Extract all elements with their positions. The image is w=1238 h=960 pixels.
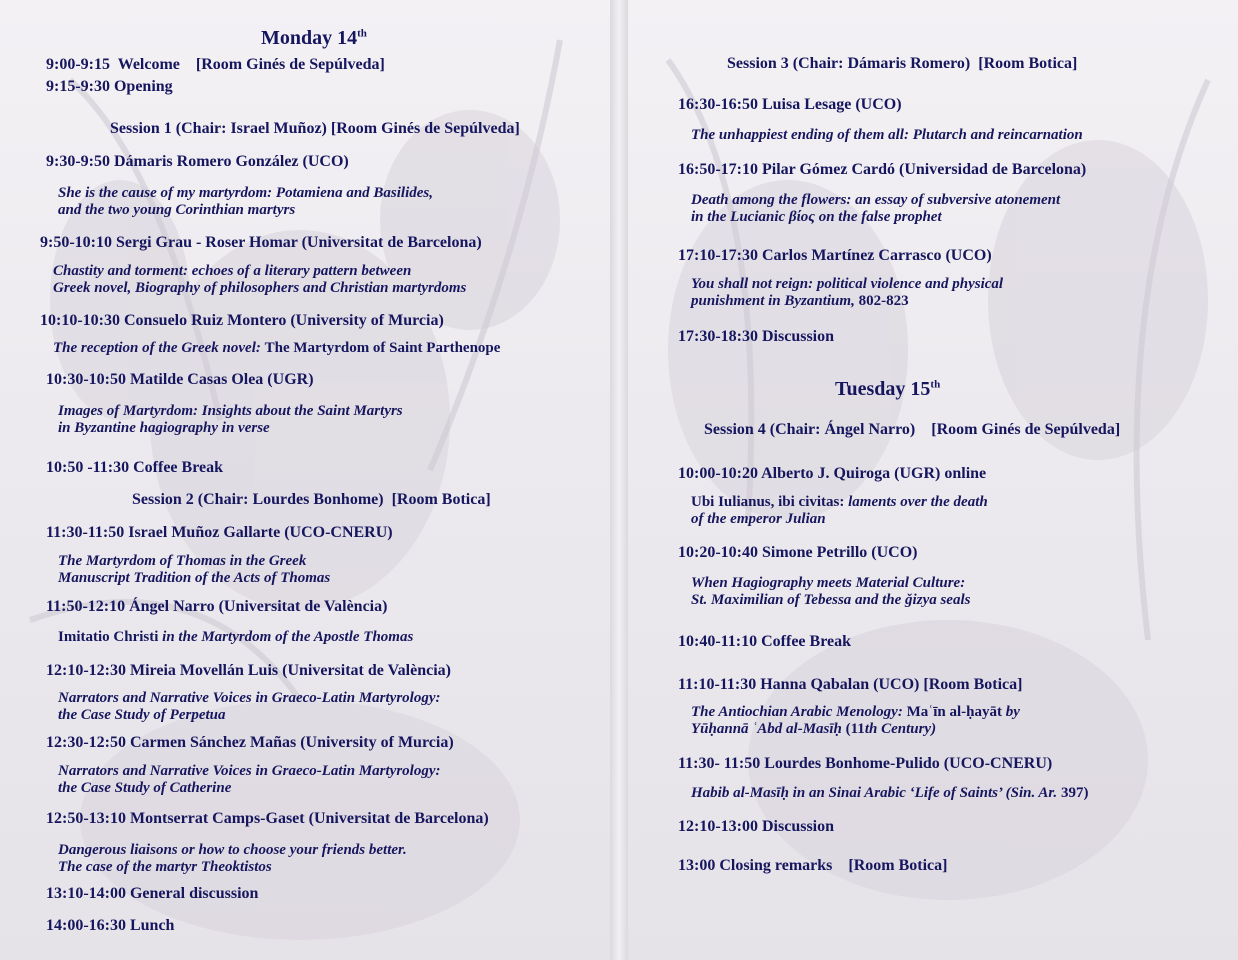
coffee-break-row: 10:40-11:10 Coffee Break [678, 633, 851, 650]
talk-title: The unhappiest ending of them all: Plutarch and reincarnation [691, 127, 1083, 143]
talk-speaker: 12:10-12:30 Mireia Movellán Luis (Universitat de València) [46, 662, 451, 679]
talk-speaker: 10:10-10:30 Consuelo Ruiz Montero (University of Murcia) [40, 312, 444, 329]
general-discussion-row: 13:10-14:00 General discussion [46, 885, 259, 902]
talk-speaker: 17:10-17:30 Carlos Martínez Carrasco (UCO) [678, 247, 992, 264]
talk-title: Narrators and Narrative Voices in Graeco-Latin Martyrology: the Case Study of Catherine [58, 763, 441, 796]
talk-title: When Hagiography meets Material Culture: St. Maximilian of Tebessa and the ǧizya seals [691, 575, 971, 608]
talk-title: Imitatio Christi in the Martyrdom of the Apostle Thomas [58, 629, 414, 645]
session1-heading: Session 1 (Chair: Israel Muñoz) [Room Ginés de Sepúlveda] [110, 120, 520, 137]
talk-title: Chastity and torment: echoes of a literary pattern between Greek novel, Biography of philosophers and Christian martyrdoms [53, 263, 467, 296]
discussion-row: 12:10-13:00 Discussion [678, 818, 835, 835]
monday-heading: Monday 14th [261, 27, 367, 49]
opening-row: 9:15-9:30 Opening [46, 78, 173, 95]
talk-title: Habib al-Masīḥ in an Sinai Arabic ‘Life of Saints’ (Sin. Ar. 397) [691, 785, 1089, 801]
talk-speaker: 16:30-16:50 Luisa Lesage (UCO) [678, 96, 902, 113]
right-page [628, 0, 1238, 960]
talk-title: Ubi Iulianus, ibi civitas: laments over the death of the emperor Julian [691, 494, 988, 527]
talk-speaker: 12:30-12:50 Carmen Sánchez Mañas (University of Murcia) [46, 734, 454, 751]
closing-remarks-row: 13:00 Closing remarks [Room Botica] [678, 857, 948, 874]
talk-title: Narrators and Narrative Voices in Graeco-Latin Martyrology: the Case Study of Perpetua [58, 690, 441, 723]
talk-speaker: 11:30- 11:50 Lourdes Bonhome-Pulido (UCO-CNERU) [678, 755, 1053, 772]
talk-title: Death among the flowers: an essay of subversive atonement in the Lucianic βίος on the false prophet [691, 192, 1061, 225]
talk-speaker: 10:20-10:40 Simone Petrillo (UCO) [678, 544, 918, 561]
session4-heading: Session 4 (Chair: Ángel Narro) [Room Ginés de Sepúlveda] [704, 421, 1121, 438]
session3-heading: Session 3 (Chair: Dámaris Romero) [Room Botica] [727, 55, 1078, 72]
talk-speaker: 11:50-12:10 Ángel Narro (Universitat de València) [46, 598, 388, 615]
session2-heading: Session 2 (Chair: Lourdes Bonhome) [Room Botica] [132, 491, 491, 508]
talk-title: The reception of the Greek novel: The Martyrdom of Saint Parthenope [53, 340, 501, 356]
talk-title: The Antiochian Arabic Menology: Maʿīn al-ḥayāt by Yūḥannā ʿAbd al-Masīḥ (11th Century) [691, 704, 1020, 737]
talk-title: Images of Martyrdom: Insights about the Saint Martyrs in Byzantine hagiography in verse [58, 403, 403, 436]
talk-title: Dangerous liaisons or how to choose your friends better. The case of the martyr Theoktistos [58, 842, 407, 875]
talk-title: You shall not reign: political violence and physical punishment in Byzantium, 802-823 [691, 276, 1004, 309]
talk-speaker: 11:10-11:30 Hanna Qabalan (UCO) [Room Botica] [678, 676, 1023, 693]
talk-speaker: 12:50-13:10 Montserrat Camps-Gaset (Universitat de Barcelona) [46, 810, 489, 827]
lunch-row: 14:00-16:30 Lunch [46, 917, 175, 934]
talk-speaker: 10:30-10:50 Matilde Casas Olea (UGR) [46, 371, 314, 388]
talk-speaker: 9:50-10:10 Sergi Grau - Roser Homar (Universitat de Barcelona) [40, 234, 482, 251]
talk-speaker: 16:50-17:10 Pilar Gómez Cardó (Universidad de Barcelona) [678, 161, 1087, 178]
tuesday-heading: Tuesday 15th [835, 378, 941, 400]
welcome-row: 9:00-9:15 Welcome [Room Ginés de Sepúlveda] [46, 56, 385, 73]
talk-speaker: 11:30-11:50 Israel Muñoz Gallarte (UCO-CNERU) [46, 524, 393, 541]
talk-title: She is the cause of my martyrdom: Potamiena and Basilides, and the two young Corinthian martyrs [58, 185, 434, 218]
page-fold [610, 0, 628, 960]
talk-speaker: 9:30-9:50 Dámaris Romero González (UCO) [46, 153, 349, 170]
left-page [0, 0, 610, 960]
discussion-row: 17:30-18:30 Discussion [678, 328, 835, 345]
coffee-break-row: 10:50 -11:30 Coffee Break [46, 459, 223, 476]
talk-speaker: 10:00-10:20 Alberto J. Quiroga (UGR) online [678, 465, 987, 482]
talk-title: The Martyrdom of Thomas in the Greek Manuscript Tradition of the Acts of Thomas [58, 553, 331, 586]
